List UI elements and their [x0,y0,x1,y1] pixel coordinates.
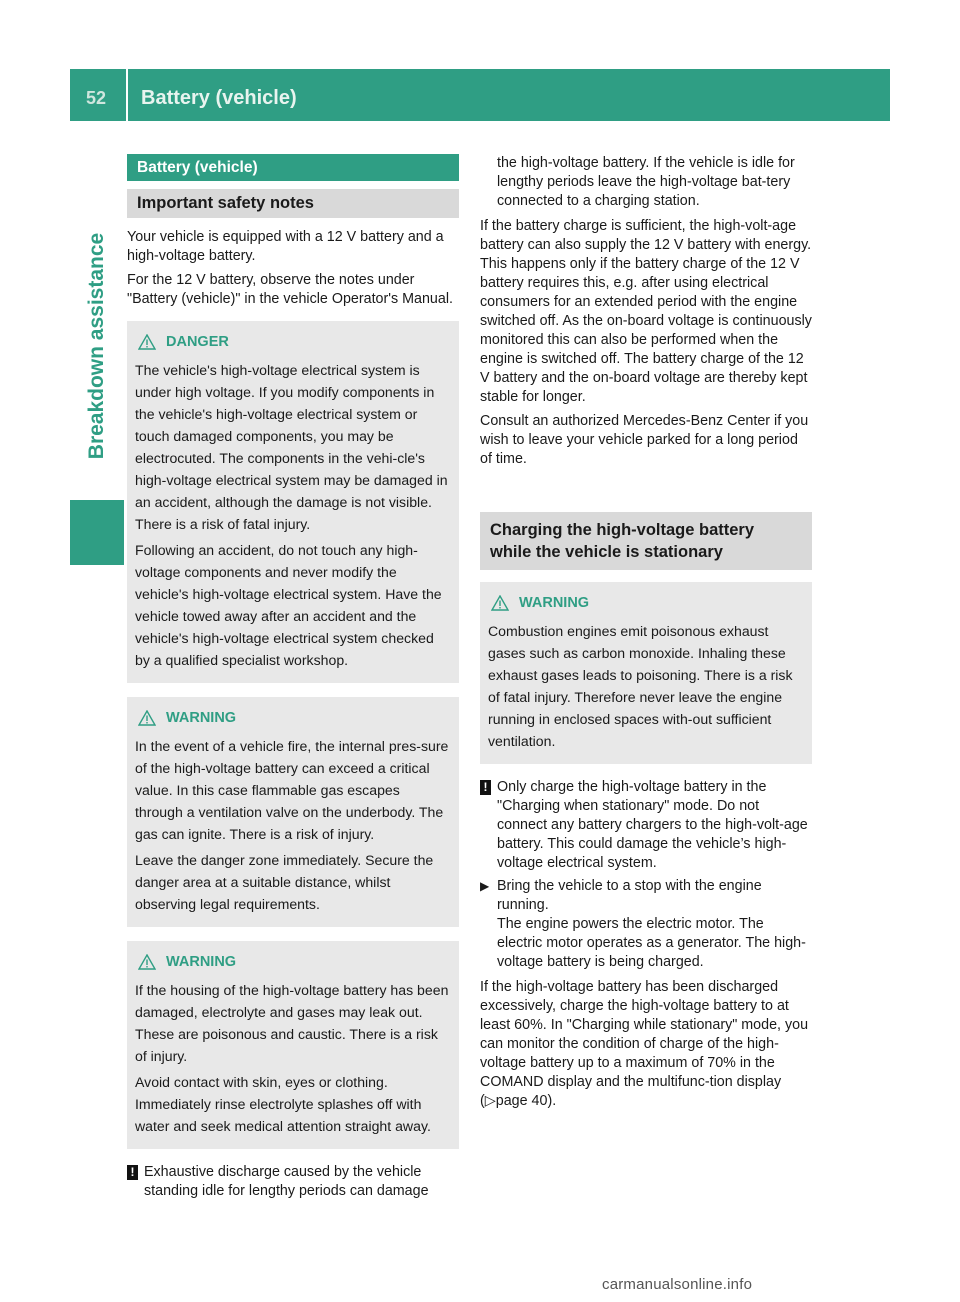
page-header [70,69,890,121]
subsection-title: Important safety notes [127,189,459,218]
notice [480,778,812,873]
notice-continuation: the high-voltage battery. If the vehicle is idle for lengthy periods leave the high-voltage bat-tery connected to a charging station. [497,155,795,209]
page-number: 52 [86,88,107,108]
warning-text: In the event of a vehicle fire, the internal pres-sure of the high-voltage battery can exceed a critical value. In this case flammable gas escapes through a ventilation valve on the underbody. The gas can ignite. There is a risk of injury. [135,738,449,842]
right-column [480,154,812,1116]
exclamation-icon: ! [480,780,491,795]
warning-heading [135,707,451,729]
subsection-title-line: while the vehicle is stationary [490,543,723,561]
warning-box [480,582,812,764]
warning-box [127,941,459,1149]
danger-heading [135,331,451,353]
page-reference-link[interactable]: page 40 [495,1093,548,1109]
step-result: The engine powers the electric motor. The electric motor operates as a generator. The high-voltage battery is being charged. [497,916,806,970]
danger-text: Following an accident, do not touch any high-voltage components and never modify the vehicle's high-voltage electrical system. Have the vehicle towed away after an accident and the vehicle's high-voltage electrical system checked by a qualified specialist workshop. [135,542,442,668]
warning-text: Avoid contact with skin, eyes or clothing. Immediately rinse electrolyte splashes off with water and seek medical attention straight away. [135,1074,431,1134]
warning-heading [488,592,804,614]
warning-triangle-icon [491,595,509,611]
notice-text: Only charge the high-voltage battery in the "Charging when stationary" mode. Do not connect any battery chargers to the high-volt-age battery. This could damage the vehicle’s high-voltage electrical system. [497,779,808,871]
danger-label: DANGER [166,334,229,350]
warning-triangle-icon [138,954,156,970]
warning-heading [135,951,451,973]
section-title: Battery (vehicle) [127,154,459,181]
intro-paragraph: Your vehicle is equipped with a 12 V battery and a high-voltage battery. [127,229,444,264]
left-column [127,154,459,1205]
warning-text: If the housing of the high-voltage battery has been damaged, electrolyte and gases may leak out. These are poisonous and caustic. There is a risk of injury. [135,982,449,1064]
subsection-title [480,512,812,570]
side-tab-marker [70,500,124,565]
instruction-step [480,877,812,972]
warning-label: WARNING [519,595,590,611]
warning-label: WARNING [166,954,237,970]
warning-text: Combustion engines emit poisonous exhaust gases such as carbon monoxide. Inhaling these exhaust gases leads to poisoning. There is a risk of fatal injury. Therefore never leave the engine running in enclosed spaces with-out sufficient ventilation. [488,623,793,749]
intro-paragraph: For the 12 V battery, observe the notes under "Battery (vehicle)" in the vehicle Operator's Manual. [127,272,453,307]
warning-triangle-icon [138,334,156,350]
watermark: carmanualsonline.info [602,1276,753,1293]
body-paragraph [480,978,812,1111]
step-action: Bring the vehicle to a stop with the engine running. [497,878,762,913]
warning-label: WARNING [166,710,237,726]
paragraph-text: ). [547,1093,557,1109]
body-paragraph: Consult an authorized Mercedes-Benz Center if you wish to leave your vehicle parked for a long period of time. [480,413,809,467]
page-title: Battery (vehicle) [141,87,297,109]
warning-triangle-icon [138,710,156,726]
notice-text: Exhaustive discharge caused by the vehicle standing idle for lengthy periods can damage [144,1164,429,1199]
notice [127,1163,459,1201]
exclamation-icon: ! [127,1165,138,1180]
header-divider [126,69,128,121]
body-paragraph: If the battery charge is sufficient, the high-volt-age battery can also supply the 12 V battery with energy. This happens only if the battery charge of the 12 V battery requires this, e.g. after using electrical consumers for an extended period with the engine switched off. As the on-board voltage is continuously monitored this can also be performed when the engine is switched off. The battery charge of the 12 V battery and the on-board voltage are thereby kept stable for longer. [480,218,812,405]
step-text [497,877,812,972]
triangle-bullet-icon: ▶ [480,879,490,893]
side-tab-label: Breakdown assistance [85,232,108,460]
subsection-title-line: Charging the high-voltage battery [490,521,755,539]
danger-text: The vehicle's high-voltage electrical system is under high voltage. If you modify components in the vehicle's high-voltage electrical system or touch damaged components, you may be electrocuted. The components in the vehi-cle's high-voltage electrical system may be damaged in an accident, although the damage is not visible. There is a risk of fatal injury. [135,362,448,532]
page-ref-arrow-icon: ▷ [484,1093,496,1109]
paragraph-text: If the high-voltage battery has been discharged excessively, charge the high-voltage battery to at least 60%. In "Charging while stationary" mode, you can monitor the condition of charge of the high-voltage battery up to a maximum of 70% in the COMAND display and the multifunc-tion display ( [480,979,809,1109]
warning-text: Leave the danger zone immediately. Secure the danger area at a suitable distance, whilst observing legal requirements. [135,852,434,912]
warning-box [127,697,459,927]
danger-box [127,321,459,683]
